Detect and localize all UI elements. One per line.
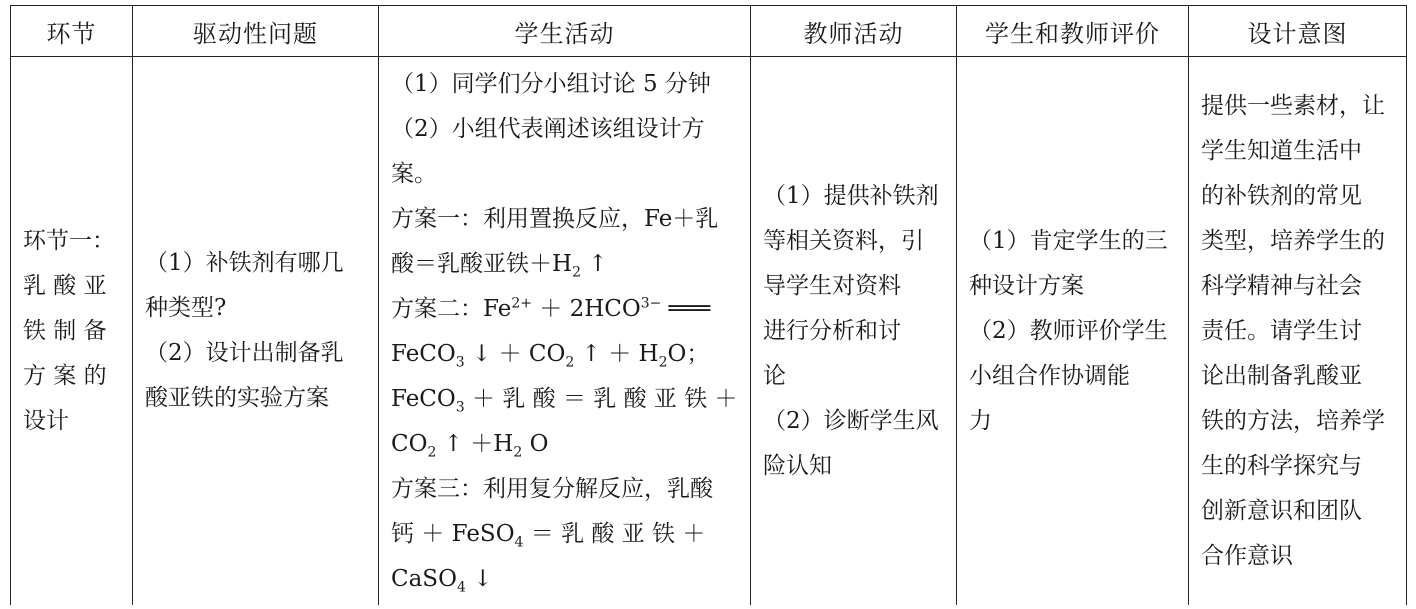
header-stage: 环节	[11, 6, 133, 57]
question-line: 酸亚铁的实验方案	[145, 385, 329, 411]
evaluation-line: 小组合作协调能	[969, 362, 1130, 389]
equation-text: ＋ 乳 酸 ＝ 乳 酸 亚 铁 ＋	[464, 386, 738, 412]
subscript: 3	[455, 354, 465, 371]
equation-text: FeCO	[391, 341, 456, 367]
equation-text: 酸＝乳酸亚铁＋H	[391, 251, 573, 277]
question-line: （2）设计出制备乳	[145, 340, 344, 366]
teacher-activity-cell	[751, 57, 957, 606]
equation-text: ＝ 乳 酸 亚 铁 ＋	[523, 521, 706, 547]
stage-line: 环节一：	[23, 227, 115, 254]
activity-line: 案。	[391, 161, 437, 187]
question-line: （1）补铁剂有哪几	[145, 250, 344, 276]
subscript: 4	[456, 579, 466, 596]
equation-text: ↓	[465, 566, 493, 592]
teacher-line: 论	[763, 362, 786, 389]
activity-line	[391, 512, 744, 557]
equation-text: 钙 ＋ FeSO	[391, 521, 515, 547]
equation-text: ↑	[580, 251, 608, 277]
activity-line	[391, 422, 744, 467]
header-intent: 设计意图	[1189, 6, 1407, 57]
student-activity-cell	[379, 57, 751, 606]
stage-line: 乳 酸 亚	[23, 272, 107, 299]
evaluation-cell	[957, 57, 1189, 606]
question-line: 种类型?	[145, 295, 227, 321]
equation-text: ↑ ＋H	[436, 431, 514, 457]
stage-line: 设计	[23, 407, 69, 434]
teacher-line: 险认知	[763, 452, 832, 479]
equation-text: ═══	[661, 296, 711, 322]
equation-text: 方案二：Fe	[391, 296, 512, 322]
evaluation-line: 种设计方案	[969, 272, 1084, 299]
table-row	[11, 57, 1407, 606]
subscript: 3	[455, 399, 465, 416]
header-question: 驱动性问题	[133, 6, 379, 57]
stage-line: 铁 制 备	[23, 317, 107, 344]
evaluation-line: 力	[969, 407, 992, 434]
activity-line	[391, 287, 744, 332]
header-row	[11, 6, 1407, 57]
header-teacher-activity: 教师活动	[751, 6, 957, 57]
intent-line: 学生知道生活中	[1201, 137, 1362, 164]
intent-line: 提供一些素材，让	[1201, 92, 1385, 119]
subscript: 2	[427, 444, 437, 461]
activity-line	[391, 332, 744, 377]
activity-line: 方案三：利用复分解反应，乳酸	[391, 476, 713, 502]
intent-line: 类型，培养学生的	[1201, 227, 1385, 254]
equation-text: ↓ ＋ CO	[464, 341, 566, 367]
evaluation-line: （2）教师评价学生	[969, 317, 1168, 344]
equation-text: CaSO	[391, 566, 457, 592]
lesson-design-table	[10, 5, 1407, 605]
header-evaluation: 学生和教师评价	[957, 6, 1189, 57]
superscript: 2+	[511, 295, 532, 312]
intent-line: 论出制备乳酸亚	[1201, 362, 1362, 389]
activity-line	[391, 377, 744, 422]
activity-line: 方案一：利用置换反应，Fe＋乳	[391, 206, 719, 232]
teacher-line: （1）提供补铁剂	[763, 182, 939, 209]
activity-line	[391, 557, 744, 602]
superscript: 3−	[640, 295, 662, 312]
equation-text: FeCO	[391, 386, 456, 412]
equation-text: ＋ 2HCO	[531, 296, 641, 322]
equation-text: ↑ ＋ H	[574, 341, 659, 367]
activity-line	[391, 242, 744, 287]
evaluation-line: （1）肯定学生的三	[969, 227, 1168, 254]
question-cell	[133, 57, 379, 606]
intent-line: 生的科学探究与	[1201, 452, 1362, 479]
subscript: 2	[572, 264, 581, 281]
subscript: 4	[514, 534, 524, 551]
intent-line: 铁的方法，培养学	[1201, 407, 1385, 434]
intent-line: 创新意识和团队	[1201, 497, 1362, 524]
teacher-line: 等相关资料，引	[763, 227, 924, 254]
subscript: 2	[658, 354, 668, 371]
intent-line: 的补铁剂的常见	[1201, 182, 1362, 209]
header-student-activity: 学生活动	[379, 6, 751, 57]
subscript: 2	[565, 354, 575, 371]
activity-line: （2）小组代表阐述该组设计方	[391, 116, 705, 142]
stage-cell	[11, 57, 133, 606]
teacher-line: 导学生对资料	[763, 272, 901, 299]
teacher-line: 进行分析和讨	[763, 317, 901, 344]
activity-line: （1）同学们分小组讨论 5 分钟	[391, 71, 711, 97]
intent-cell	[1189, 57, 1407, 606]
equation-text: O；	[667, 341, 710, 367]
stage-line: 方 案 的	[23, 362, 107, 389]
subscript: 2	[513, 444, 523, 461]
intent-line: 科学精神与社会	[1201, 272, 1362, 299]
intent-line: 合作意识	[1201, 542, 1293, 569]
teacher-line: （2）诊断学生风	[763, 407, 939, 434]
equation-text: CO	[391, 431, 428, 457]
equation-text: O	[522, 431, 549, 457]
intent-line: 责任。请学生讨	[1201, 317, 1362, 344]
